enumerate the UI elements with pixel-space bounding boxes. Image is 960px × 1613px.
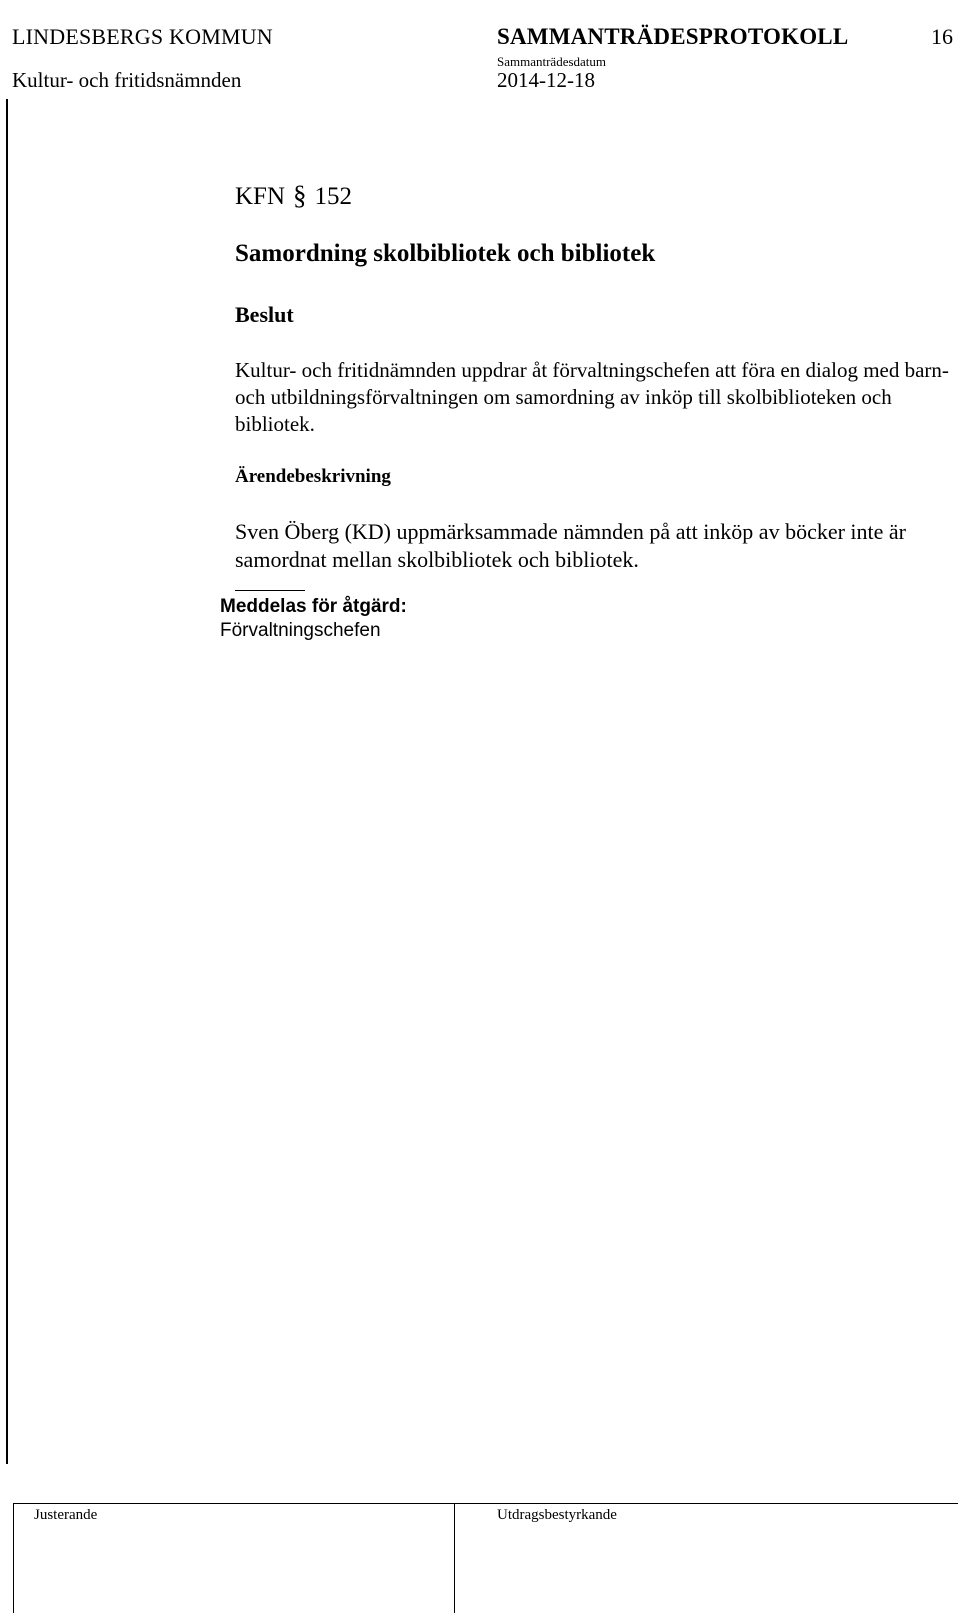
section-title: Samordning skolbibliotek och bibliotek: [235, 240, 656, 267]
footer-left-border: [13, 1503, 14, 1613]
footer-utdragsbestyrkande-label: Utdragsbestyrkande: [497, 1507, 617, 1523]
description-heading: Ärendebeskrivning: [235, 466, 391, 487]
section-number: [235, 180, 352, 211]
footer-justerande-label: Justerande: [34, 1507, 98, 1523]
notify-heading: Meddelas för åtgärd:: [220, 596, 407, 617]
description-text: Sven Öberg (KD) uppmärksammade nämnden på att inköp av böcker inte är samordnat mellan skolbibliotek och bibliotek.: [235, 519, 906, 572]
separator-rule: [235, 590, 305, 591]
page-number: 16: [931, 24, 953, 49]
footer-rule: [13, 1503, 958, 1504]
footer-divider: [454, 1503, 455, 1613]
meeting-date: 2014-12-18: [497, 68, 595, 92]
department-name: Kultur- och fritidsnämnden: [12, 68, 242, 92]
paragraph-symbol: §: [293, 180, 307, 210]
notify-recipient: Förvaltningschefen: [220, 620, 381, 641]
decision-text: Kultur- och fritidnämnden uppdrar åt förvaltningschefen att föra en dialog med barn- och utbildningsförvaltningen om samordning av inköp till skolbiblioteken och bibliotek.: [235, 358, 949, 436]
municipality-name: LINDESBERGS KOMMUN: [12, 24, 273, 49]
decision-heading: Beslut: [235, 302, 294, 327]
document-type: SAMMANTRÄDESPROTOKOLL: [497, 24, 849, 49]
section-id: 152: [314, 183, 353, 210]
section-prefix: KFN: [235, 183, 286, 210]
date-label: Sammanträdesdatum: [497, 54, 607, 69]
left-margin-rule: [6, 99, 8, 1464]
